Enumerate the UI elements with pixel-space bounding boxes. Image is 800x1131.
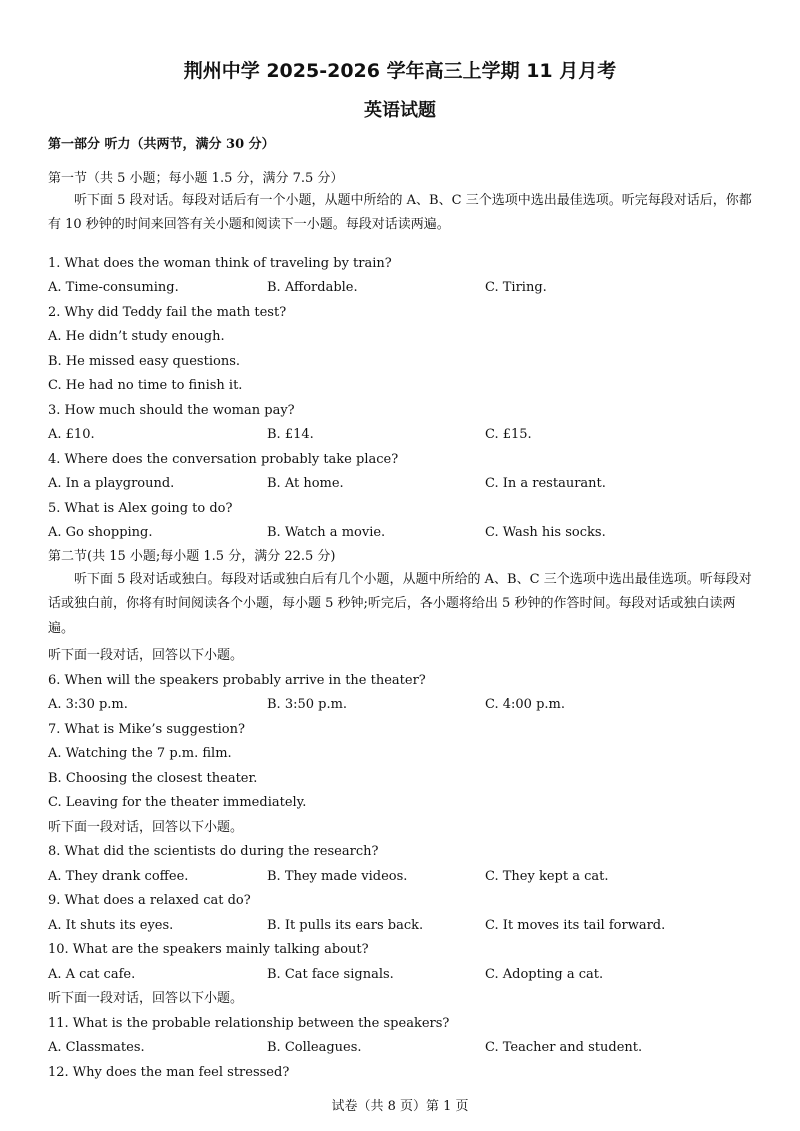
option-a: A. Time-consuming.: [48, 280, 179, 295]
option-a: A. A cat cafe.: [48, 967, 136, 982]
option-b: B. Cat face signals.: [267, 967, 394, 982]
option-c: C. He had no time to finish it.: [48, 378, 243, 393]
options-5: [48, 524, 760, 542]
section2-instruction: 听下面 5 段对话或独白。每段对话或独白后有几个小题，从题中所给的 A、B、C 三个选项中选出最佳选项。听每段对话或独白前，你将有时间阅读各个小题，每小题 5 秒钟;听完后，各小题将给出 5 秒钟的作答时间。每段对话或独白读两遍。: [48, 572, 752, 636]
question-3: 3. How much should the woman pay?: [48, 403, 295, 418]
option-a: A. Classmates.: [48, 1040, 145, 1055]
option-b: B. At home.: [267, 476, 344, 491]
question-1: 1. What does the woman think of traveling by train?: [48, 256, 392, 271]
option-b: B. Colleagues.: [267, 1040, 362, 1055]
option-a: A. Watching the 7 p.m. film.: [48, 746, 232, 761]
options-3: [48, 426, 760, 444]
option-b: B. He missed easy questions.: [48, 354, 240, 369]
question-4: 4. Where does the conversation probably take place?: [48, 452, 399, 467]
option-b: B. 3:50 p.m.: [267, 697, 348, 712]
options-9: [48, 917, 760, 935]
option-b: B. Watch a movie.: [267, 525, 386, 540]
option-c: C. Wash his socks.: [485, 525, 606, 540]
part1-heading: 第一部分 听力（共两节，满分 30 分）: [48, 137, 275, 152]
option-a: A. Go shopping.: [48, 525, 153, 540]
options-1: [48, 279, 760, 297]
page-footer: 试卷（共 8 页）第 1 页: [331, 1099, 469, 1114]
options-8: [48, 868, 760, 886]
option-c: C. Teacher and student.: [485, 1040, 643, 1055]
question-11: 11. What is the probable relationship between the speakers?: [48, 1016, 450, 1031]
option-b: B. Choosing the closest theater.: [48, 771, 258, 786]
option-c: C. In a restaurant.: [485, 476, 606, 491]
question-2: 2. Why did Teddy fail the math test?: [48, 305, 287, 320]
option-a: A. It shuts its eyes.: [48, 918, 174, 933]
question-12: 12. Why does the man feel stressed?: [48, 1065, 290, 1080]
question-9: 9. What does a relaxed cat do?: [48, 893, 251, 908]
option-b: B. It pulls its ears back.: [267, 918, 424, 933]
option-b: B. Affordable.: [267, 280, 358, 295]
option-b: B. They made videos.: [267, 869, 408, 884]
listen-instruction: 听下面一段对话，回答以下小题。: [48, 991, 244, 1006]
question-5: 5. What is Alex going to do?: [48, 501, 233, 516]
option-c: C. It moves its tail forward.: [485, 918, 666, 933]
option-c: C. £15.: [485, 427, 532, 442]
option-c: C. They kept a cat.: [485, 869, 609, 884]
options-10: [48, 966, 760, 984]
option-a: A. He didn’t study enough.: [48, 329, 225, 344]
exam-title: 荆州中学 2025-2026 学年高三上学期 11 月月考: [183, 60, 617, 82]
listen-instruction: 听下面一段对话，回答以下小题。: [48, 820, 244, 835]
option-a: A. They drank coffee.: [48, 869, 189, 884]
option-c: C. Leaving for the theater immediately.: [48, 795, 307, 810]
option-c: C. 4:00 p.m.: [485, 697, 565, 712]
listen-instruction: 听下面一段对话，回答以下小题。: [48, 648, 244, 663]
section2-heading: 第二节(共 15 小题;每小题 1.5 分，满分 22.5 分): [48, 549, 336, 564]
option-a: A. 3:30 p.m.: [48, 697, 128, 712]
question-7: 7. What is Mike’s suggestion?: [48, 722, 245, 737]
options-11: [48, 1039, 760, 1057]
options-6: [48, 696, 760, 714]
exam-subtitle: 英语试题: [364, 100, 436, 121]
option-b: B. £14.: [267, 427, 314, 442]
option-a: A. £10.: [48, 427, 95, 442]
option-a: A. In a playground.: [48, 476, 175, 491]
section1-heading: 第一节（共 5 小题；每小题 1.5 分，满分 7.5 分）: [48, 171, 344, 186]
question-8: 8. What did the scientists do during the research?: [48, 844, 379, 859]
question-10: 10. What are the speakers mainly talking about?: [48, 942, 369, 957]
section1-instruction: 听下面 5 段对话。每段对话后有一个小题，从题中所给的 A、B、C 三个选项中选出最佳选项。听完每段对话后，你都有 10 秒钟的时间来回答有关小题和阅读下一小题。每段对话读两遍。: [48, 193, 752, 233]
option-c: C. Adopting a cat.: [485, 967, 604, 982]
options-4: [48, 475, 760, 493]
question-6: 6. When will the speakers probably arrive in the theater?: [48, 673, 426, 688]
option-c: C. Tiring.: [485, 280, 547, 295]
